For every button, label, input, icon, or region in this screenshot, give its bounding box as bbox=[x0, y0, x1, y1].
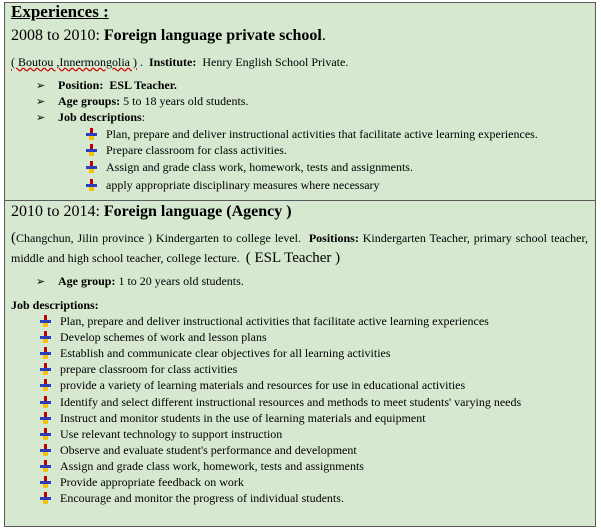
task-bullet-icon bbox=[40, 347, 51, 359]
task-bullet-icon bbox=[40, 396, 51, 408]
arrow-bullet-icon: ➢ bbox=[36, 276, 46, 288]
job1-position-label: Position: bbox=[58, 78, 104, 92]
task-bullet-icon bbox=[86, 161, 97, 173]
task-bullet-icon bbox=[40, 460, 51, 472]
job1-position: ESL Teacher. bbox=[109, 78, 177, 92]
list-item: Assign and grade class work, homework, tests and assignments bbox=[40, 459, 364, 474]
job1-age: 5 to 18 years old students. bbox=[123, 94, 249, 108]
task-bullet-icon bbox=[40, 315, 51, 327]
task-bullet-icon bbox=[40, 428, 51, 440]
task-bullet-icon bbox=[40, 363, 51, 375]
section-title: Experiences : bbox=[11, 2, 109, 21]
task-bullet-icon bbox=[86, 179, 97, 191]
task-bullet-icon bbox=[40, 412, 51, 424]
list-item: Assign and grade class work, homework, tests and assignments. bbox=[86, 160, 413, 175]
task-bullet-icon bbox=[40, 444, 51, 456]
task-bullet-icon bbox=[40, 331, 51, 343]
row-divider bbox=[4, 200, 596, 201]
list-item: Encourage and monitor the progress of individual students. bbox=[40, 491, 344, 506]
job2-years: 2010 to 2014: bbox=[11, 203, 100, 220]
task-bullet-icon bbox=[40, 492, 51, 504]
list-item: Establish and communicate clear objectives for all learning activities bbox=[40, 346, 391, 361]
job1-age-label: Age groups: bbox=[58, 94, 121, 108]
job1-position-line bbox=[36, 78, 177, 93]
arrow-bullet-icon: ➢ bbox=[36, 80, 46, 92]
list-item: Use relevant technology to support instruction bbox=[40, 427, 282, 442]
list-item: Plan, prepare and deliver instructional activities that facilitate active learning experiences. bbox=[86, 127, 538, 142]
job2-age-line bbox=[36, 274, 244, 289]
job2-desc-label: Job descriptions: bbox=[11, 298, 99, 312]
list-item: Prepare classroom for class activities. bbox=[86, 143, 287, 158]
list-item: Observe and evaluate student's performance and development bbox=[40, 443, 357, 458]
job2-positions: Kindergarten Teacher, primary school teacher, middle and high school teacher, college lecture. bbox=[11, 231, 589, 265]
job2-heading bbox=[11, 203, 292, 221]
list-item: prepare classroom for class activities bbox=[40, 362, 237, 377]
job1-institute: Henry English School Private. bbox=[202, 55, 349, 69]
job2-age-label: Age group: bbox=[58, 274, 116, 288]
job1-years: 2008 to 2010: bbox=[11, 27, 100, 44]
job1-age-line bbox=[36, 94, 248, 109]
task-bullet-icon bbox=[86, 144, 97, 156]
job2-details: (Changchun, Jilin province ) Kindergarten to college level. Positions: Kindergarten Teacher, primary school teacher, middle and high school teacher, college lecture. ( ESL Teacher ) bbox=[11, 230, 589, 266]
job2-esl: ( ESL Teacher ) bbox=[245, 250, 341, 266]
list-item: Plan, prepare and deliver instructional activities that facilitate active learning experiences bbox=[40, 314, 489, 329]
job2-age: 1 to 20 years old students. bbox=[118, 274, 244, 288]
job1-org: Foreign language private school bbox=[103, 27, 322, 44]
job1-desc-line: ➢ Job descriptions: bbox=[36, 110, 146, 124]
task-bullet-icon bbox=[40, 476, 51, 488]
task-bullet-icon bbox=[40, 379, 51, 391]
job1-institute-label: Institute: bbox=[148, 55, 197, 69]
job2-org: Foreign language (Agency ) bbox=[103, 203, 292, 220]
job2-positions-label: Positions: bbox=[308, 231, 359, 245]
list-item: Instruct and monitor students in the use of learning materials and equipment bbox=[40, 411, 426, 426]
list-item: Provide appropriate feedback on work bbox=[40, 475, 244, 490]
list-item: Develop schemes of work and lesson plans bbox=[40, 330, 267, 345]
job1-location-line: ( Boutou ,Innermongolia ) . Institute: Henry English School Private. bbox=[11, 55, 349, 69]
arrow-bullet-icon: ➢ bbox=[36, 112, 46, 124]
job2-location: Changchun, Jilin province ) bbox=[16, 231, 153, 245]
arrow-bullet-icon: ➢ bbox=[36, 96, 46, 108]
job2-level: Kindergarten to college level. bbox=[155, 231, 302, 245]
job1-heading: 2008 to 2010: Foreign language private school. bbox=[11, 27, 326, 44]
job1-desc-label: Job descriptions bbox=[58, 110, 142, 124]
list-item: provide a variety of learning materials and resources for use in educational activities bbox=[40, 378, 465, 393]
job1-location: ( Boutou ,Innermongolia ) bbox=[11, 55, 137, 69]
list-item: Identify and select different instructional resources and methods to meet students' varying needs bbox=[40, 395, 521, 410]
list-item: apply appropriate disciplinary measures where necessary bbox=[86, 178, 380, 193]
task-bullet-icon bbox=[86, 128, 97, 140]
